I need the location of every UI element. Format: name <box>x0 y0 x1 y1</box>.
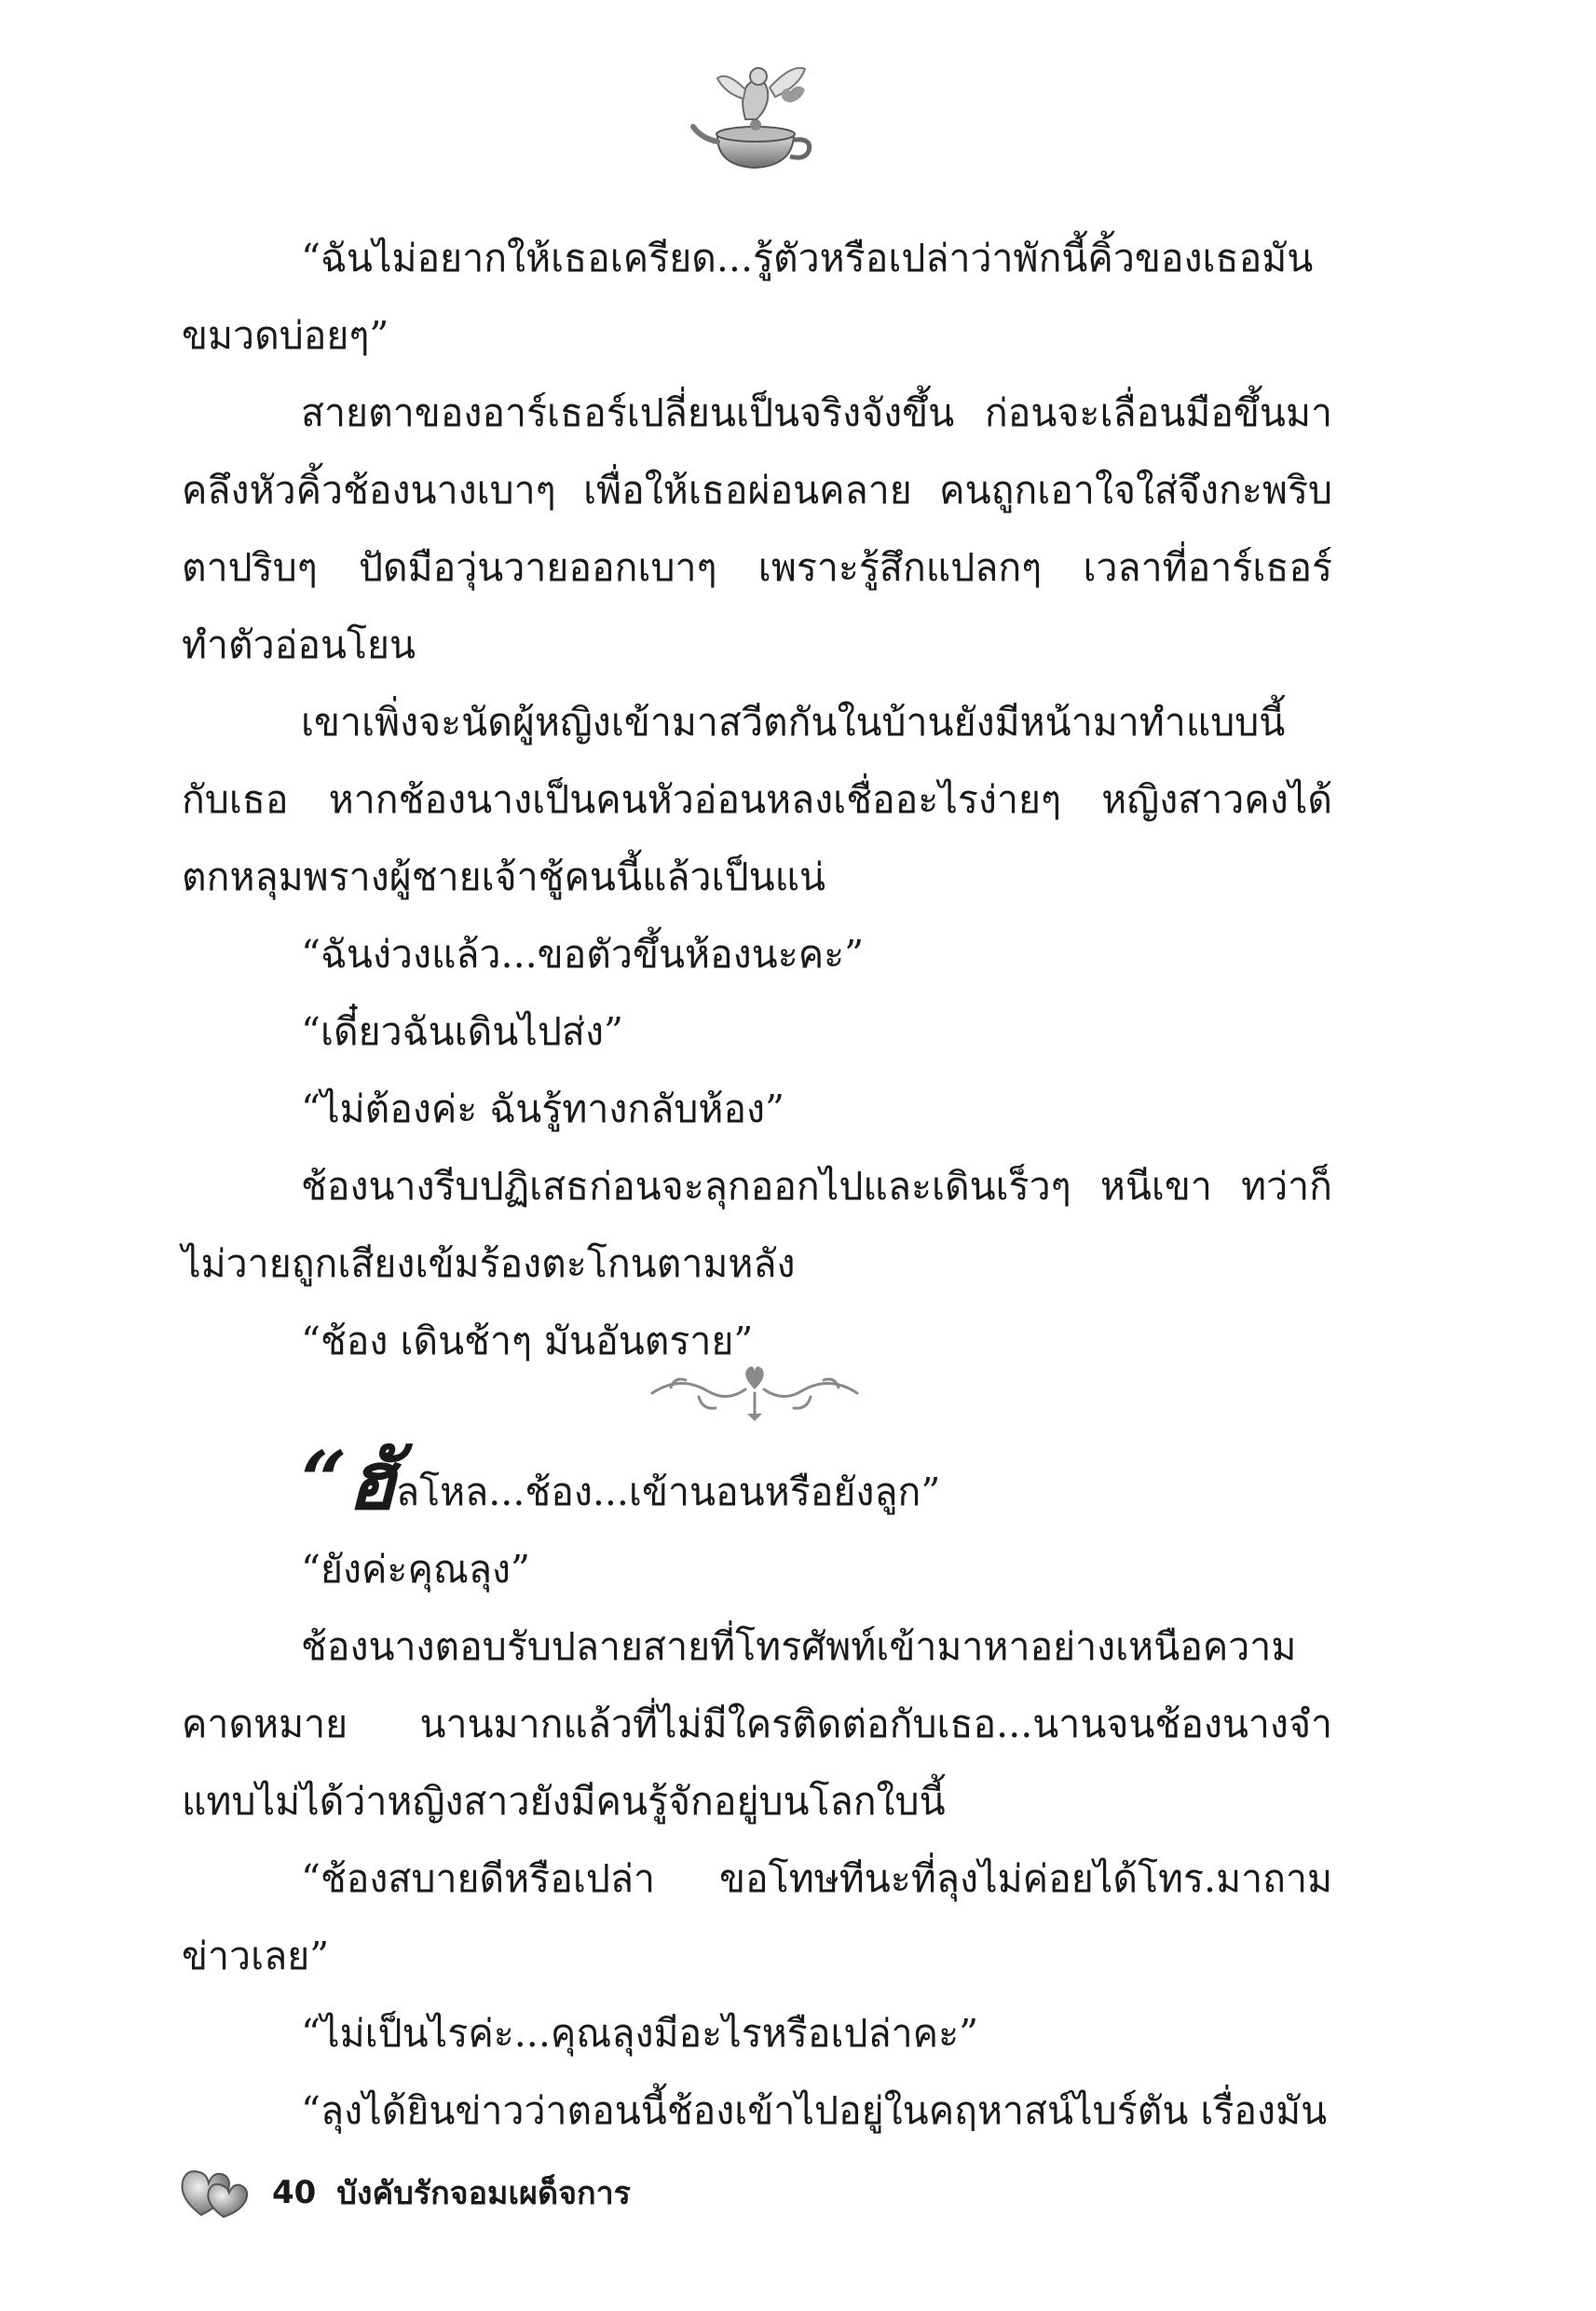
paragraph: “ไม่ต้องค่ะ ฉันรู้ทางกลับห้อง” <box>301 1087 785 1131</box>
drop-cap: “ฮั <box>301 1434 396 1528</box>
hearts-icon <box>177 2163 252 2222</box>
paragraph: “ลุงได้ยินข่าวว่าตอนนี้ช้องเข้าไปอยู่ในคฤหาสน์ไบร์ตัน เรื่องมัน <box>301 2088 1328 2133</box>
book-title: บังคับรักจอมเผด็จการ <box>336 2175 631 2212</box>
opening-line <box>182 1434 1332 1531</box>
paragraph: เขาเพิ่งจะนัดผู้หญิงเข้ามาสวีตกันในบ้านยังมีหน้ามาทำแบบนี้กับเธอ หากช้องนางเป็นคนหัวอ่อนหลงเชื่ออะไรง่ายๆ หญิงสาวคงได้ตกหลุมพรางผู้ชายเจ้าชู้คนนี้แล้วเป็นแน่ <box>182 700 1332 899</box>
paragraph: “ฉันไม่อยากให้เธอเครียด...รู้ตัวหรือเปล่าว่าพักนี้คิ้วของเธอมันขมวดบ่อยๆ” <box>182 236 1314 358</box>
paragraph: “ยังค่ะคุณลุง” <box>301 1547 531 1592</box>
paragraph: “ไม่เป็นไรค่ะ...คุณลุงมีอะไรหรือเปล่าคะ” <box>301 2011 979 2056</box>
paragraph: ช้องนางรีบปฏิเสธก่อนจะลุกออกไปและเดินเร็วๆ หนีเขา ทว่าก็ไม่วายถูกเสียงเข้มร้องตะโกนตามหลัง <box>182 1164 1332 1286</box>
floral-heart-divider-icon <box>643 1356 866 1421</box>
paragraph: “เดี๋ยวฉันเดินไปส่ง” <box>301 1009 623 1054</box>
paragraph: “ช้องสบายดีหรือเปล่า ขอโทษทีนะที่ลุงไม่ค่อยได้โทร.มาถามข่าวเลย” <box>182 1856 1332 1978</box>
chapter-text-section-1 <box>182 220 1332 1380</box>
paragraph: “ช้อง เดินช้าๆ มันอันตราย” <box>301 1319 754 1363</box>
paragraph: สายตาของอาร์เธอร์เปลี่ยนเป็นจริงจังขึ้น ก่อนจะเลื่อนมือขึ้นมาคลึงหัวคิ้วช้องนางเบาๆ เพื่อให้เธอผ่อนคลาย คนถูกเอาใจใส่จึงกะพริบตาปริบๆ ปัดมือวุ่นวายออกเบาๆ เพราะรู้สึกแปลกๆ เวลาที่อาร์เธอร์ทำตัวอ่อนโยน <box>182 390 1332 667</box>
opening-line-text: ลโหล...ช้อง...เข้านอนหรือยังลูก” <box>395 1470 941 1514</box>
page-number: 40 <box>272 2174 317 2211</box>
chapter-text-section-2 <box>182 1434 1332 2150</box>
paragraph: ช้องนางตอบรับปลายสายที่โทรศัพท์เข้ามาหาอย่างเหนือความคาดหมาย นานมากแล้วที่ไม่มีใครติดต่อกับเธอ...นานจนช้องนางจำแทบไม่ได้ว่าหญิงสาวยังมีคนรู้จักอยู่บนโลกใบนี้ <box>182 1624 1332 1824</box>
page-footer <box>177 2160 829 2225</box>
teapot-cupid-icon <box>689 54 820 175</box>
paragraph: “ฉันง่วงแล้ว...ขอตัวขึ้นห้องนะคะ” <box>301 932 865 977</box>
